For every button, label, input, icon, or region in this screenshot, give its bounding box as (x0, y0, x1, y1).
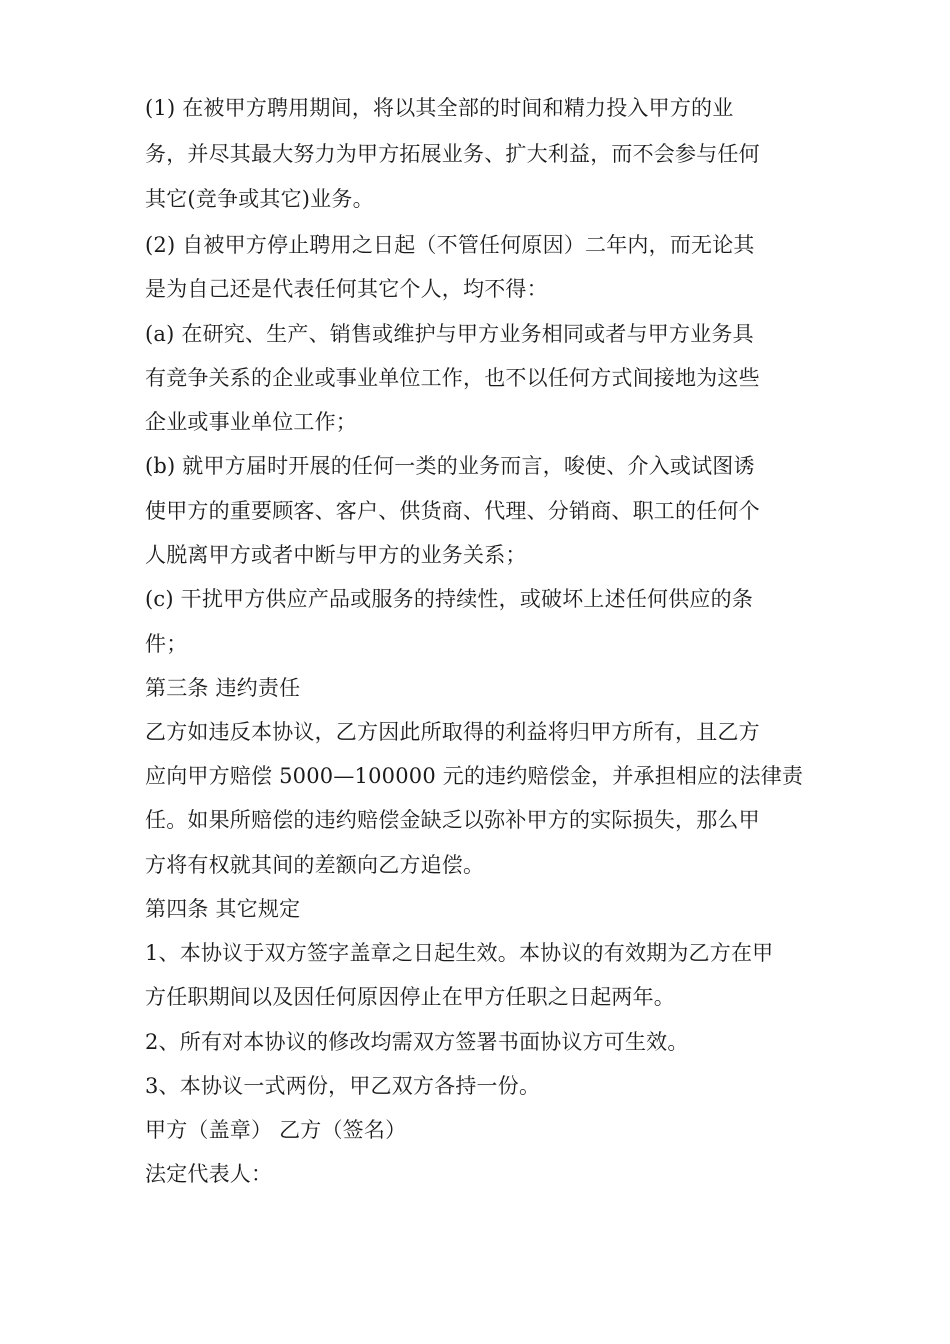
clause-2-item-a-line-3: 企业或事业单位工作； (145, 410, 357, 434)
clause-2-item-a-line-2: 有竞争关系的企业或事业单位工作，也不以任何方式间接地为这些 (145, 366, 760, 390)
clause-3-line-4: 方将有权就其间的差额向乙方追偿。 (145, 853, 485, 877)
clause-2-item-c-line-2: 件； (145, 632, 188, 656)
clause-2-item-1-line-1: (1) 在被甲方聘用期间，将以其全部的时间和精力投入甲方的业 (145, 96, 734, 120)
clause-2-item-b-line-3: 人脱离甲方或者中断与甲方的业务关系； (145, 543, 527, 567)
clause-3-line-3: 任。如果所赔偿的违约赔偿金缺乏以弥补甲方的实际损失，那么甲 (145, 808, 760, 832)
clause-2-item-1-line-3: 其它(竞争或其它)业务。 (145, 187, 374, 211)
clause-4-item-1-line-2: 方任职期间以及因任何原因停止在甲方任职之日起两年。 (145, 985, 675, 1009)
clause-2-item-c-line-1: (c) 干扰甲方供应产品或服务的持续性，或破坏上述任何供应的条 (145, 587, 754, 611)
clause-4-heading: 第四条 其它规定 (145, 897, 301, 921)
clause-4-item-2: 2、所有对本协议的修改均需双方签署书面协议方可生效。 (145, 1030, 689, 1054)
signature-parties: 甲方（盖章） 乙方（签名） (145, 1118, 407, 1142)
clause-4-item-3: 3、本协议一式两份，甲乙双方各持一份。 (145, 1074, 541, 1098)
clause-3-line-2: 应向甲方赔偿 5000—100000 元的违约赔偿金，并承担相应的法律责 (145, 764, 804, 788)
clause-2-item-1-line-2: 务，并尽其最大努力为甲方拓展业务、扩大利益，而不会参与任何 (145, 142, 760, 166)
clause-2-item-b-line-2: 使甲方的重要顾客、客户、供货商、代理、分销商、职工的任何个 (145, 499, 760, 523)
clause-2-item-2-line-1: (2) 自被甲方停止聘用之日起（不管任何原因）二年内，而无论其 (145, 233, 755, 257)
legal-representative: 法定代表人： (145, 1162, 273, 1186)
clause-2-item-a-line-1: (a) 在研究、生产、销售或维护与甲方业务相同或者与甲方业务具 (145, 322, 754, 346)
clause-3-line-1: 乙方如违反本协议，乙方因此所取得的利益将归甲方所有，且乙方 (145, 720, 760, 744)
clause-3-heading: 第三条 违约责任 (145, 676, 301, 700)
clause-4-item-1-line-1: 1、本协议于双方签字盖章之日起生效。本协议的有效期为乙方在甲 (145, 941, 774, 965)
clause-2-item-b-line-1: (b) 就甲方届时开展的任何一类的业务而言，唆使、介入或试图诱 (145, 454, 755, 478)
clause-2-item-2-line-2: 是为自己还是代表任何其它个人，均不得： (145, 277, 548, 301)
